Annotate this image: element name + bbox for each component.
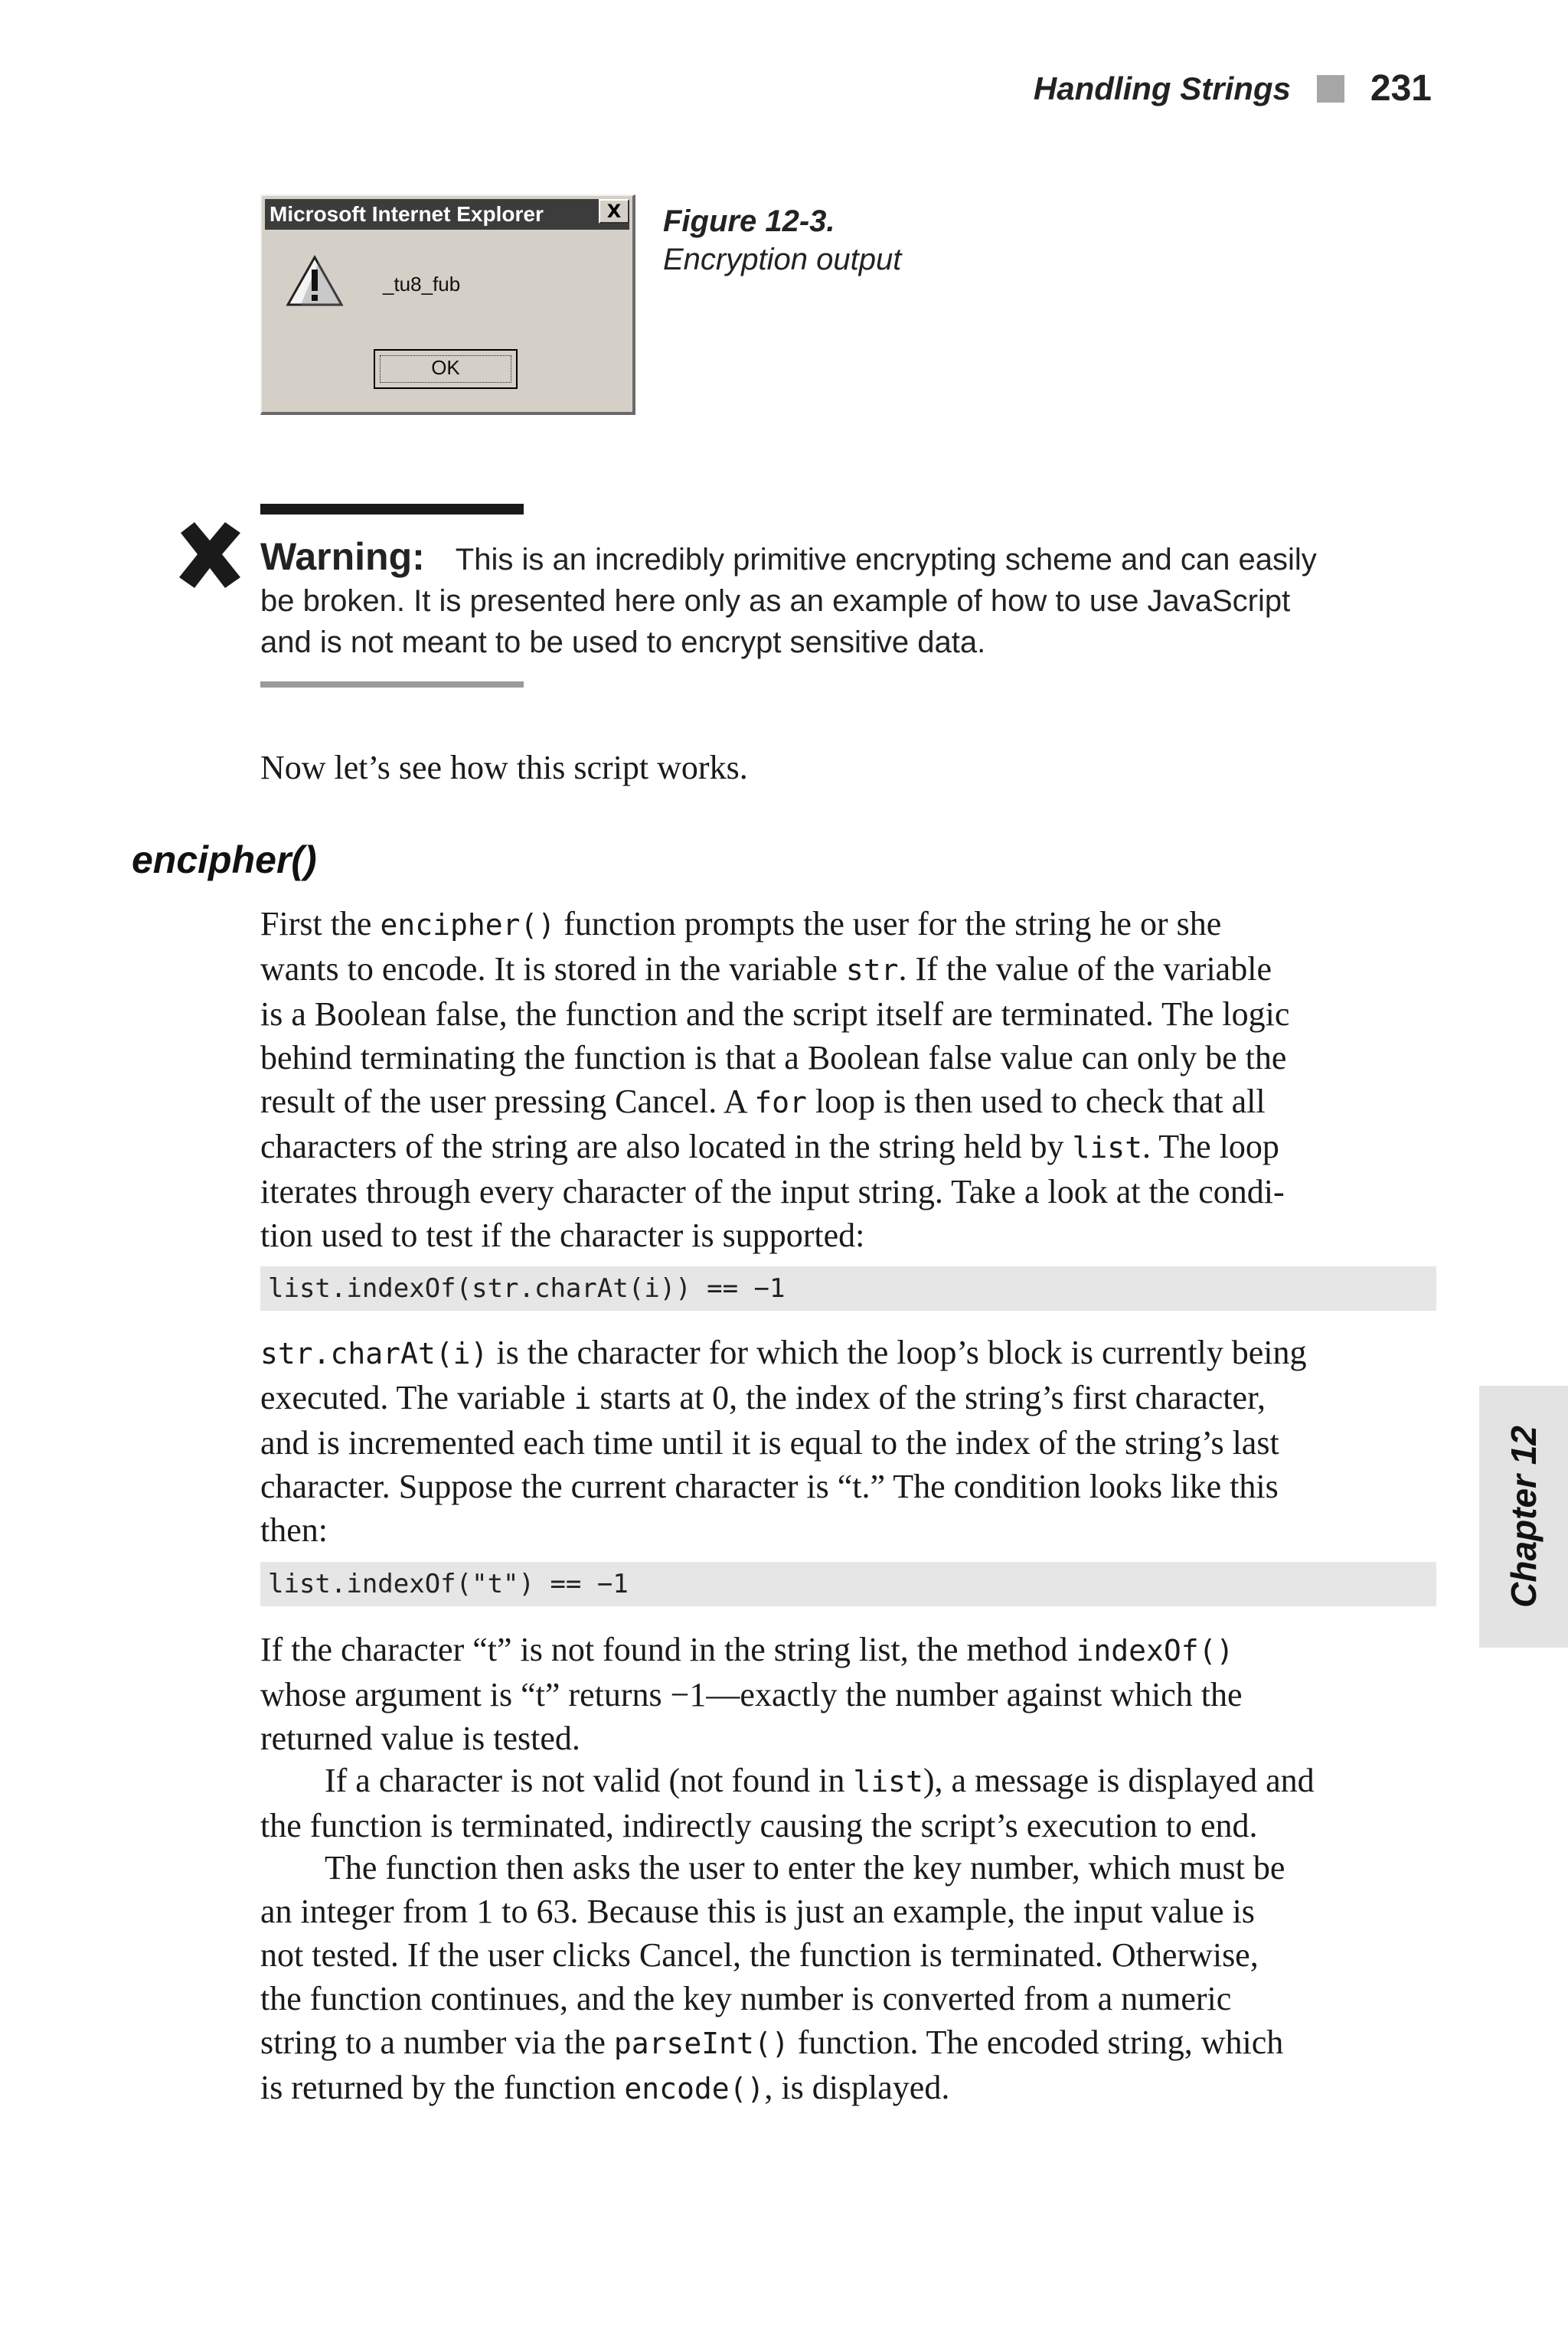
page-number: 231 [1370, 68, 1432, 109]
inline-code: parseInt() [613, 2027, 789, 2060]
inline-code: list [1072, 1131, 1143, 1165]
chapter-side-tab [1479, 1386, 1568, 1648]
inline-code: str [845, 953, 899, 987]
inline-code: list [853, 1765, 923, 1798]
text-line: characters of the string are also located in the string held by list. The loop [260, 1128, 1279, 1165]
header-square-marker [1317, 75, 1344, 103]
code-block: list.indexOf(str.charAt(i)) == −1 [260, 1266, 1436, 1311]
text-line: tion used to test if the character is supported: [260, 1217, 865, 1254]
text-line: str.charAt(i) is the character for which the loop’s block is currently being [260, 1334, 1307, 1371]
text-line: is a Boolean false, the function and the script itself are terminated. The logic [260, 995, 1290, 1033]
paragraph-4 [260, 1759, 1439, 1847]
text-line: Now let’s see how this script works. [260, 749, 748, 786]
text-line: is returned by the function encode(), is displayed. [260, 2069, 950, 2106]
x-mark-icon [175, 519, 245, 590]
paragraph-1 [260, 902, 1439, 1257]
text-line: returned value is tested. [260, 1720, 580, 1757]
paragraph-3 [260, 1628, 1439, 1760]
figure-label: Figure 12-3. [663, 204, 835, 238]
text-line: string to a number via the parseInt() function. The encoded string, which [260, 2024, 1284, 2061]
dialog-message: _tu8_fub [383, 273, 461, 296]
running-header [1034, 67, 1432, 109]
text-line: If a character is not valid (not found in list), a message is displayed and [325, 1762, 1315, 1799]
text-line: executed. The variable i starts at 0, the index of the string’s first character, [260, 1379, 1266, 1416]
inline-code: encode() [624, 2072, 765, 2105]
text-line: the function continues, and the key number is converted from a numeric [260, 1980, 1232, 2017]
text-line: not tested. If the user clicks Cancel, the function is terminated. Otherwise, [260, 1936, 1259, 1974]
warning-top-rule [260, 504, 524, 514]
text-line: result of the user pressing Cancel. A for loop is then used to check that all [260, 1083, 1266, 1120]
text-line: an integer from 1 to 63. Because this is just an example, the input value is [260, 1893, 1255, 1930]
text-line: and is incremented each time until it is equal to the index of the string’s last [260, 1424, 1279, 1462]
warning-bottom-rule [260, 681, 524, 688]
text-line: behind terminating the function is that a Boolean false value can only be the [260, 1039, 1287, 1076]
warning-label: Warning: [260, 535, 425, 578]
paragraph-2 [260, 1331, 1439, 1552]
text-line: character. Suppose the current character is “t.” The condition looks like this [260, 1468, 1279, 1505]
dialog-close-button[interactable]: X [599, 199, 629, 224]
text-line: First the encipher() function prompts the user for the string he or she [260, 905, 1222, 942]
inline-code: str.charAt(i) [260, 1337, 488, 1370]
text-line: whose argument is “t” returns −1—exactly the number against which the [260, 1676, 1243, 1713]
warning-text-line: be broken. It is presented here only as an example of how to use JavaScript [260, 584, 1291, 618]
text-line: the function is terminated, indirectly causing the script’s execution to end. [260, 1807, 1258, 1844]
chapter-tab-label: Chapter 12 [1504, 1426, 1544, 1608]
text-line: If the character “t” is not found in the string list, the method indexOf() [260, 1631, 1234, 1668]
text-line: iterates through every character of the input string. Take a look at the condi- [260, 1173, 1285, 1210]
warning-text-line: This is an incredibly primitive encrypting scheme and can easily [455, 543, 1317, 577]
warning-text-line: and is not meant to be used to encrypt sensitive data. [260, 626, 986, 659]
inline-code: for [754, 1086, 807, 1119]
figure-caption [663, 202, 901, 279]
inline-code: i [573, 1382, 592, 1416]
intro-paragraph [260, 746, 1439, 789]
paragraph-5 [260, 1846, 1439, 2111]
warning-note [260, 536, 1432, 663]
inline-code: encipher() [380, 908, 556, 942]
dialog-ok-button[interactable]: OK [374, 349, 518, 389]
section-heading: encipher() [132, 838, 317, 881]
header-title: Handling Strings [1033, 70, 1291, 106]
figure-caption-text: Encryption output [663, 243, 902, 276]
ie-alert-dialog-figure [260, 194, 635, 415]
dialog-titlebar: Microsoft Internet Explorer [265, 199, 629, 230]
text-line: The function then asks the user to enter the key number, which must be [325, 1849, 1285, 1886]
exclamation-triangle-icon [285, 254, 345, 308]
inline-code: indexOf() [1076, 1634, 1234, 1668]
text-line: then: [260, 1511, 328, 1549]
text-line: wants to encode. It is stored in the variable str. If the value of the variable [260, 950, 1272, 988]
code-block: list.indexOf("t") == −1 [260, 1562, 1436, 1606]
